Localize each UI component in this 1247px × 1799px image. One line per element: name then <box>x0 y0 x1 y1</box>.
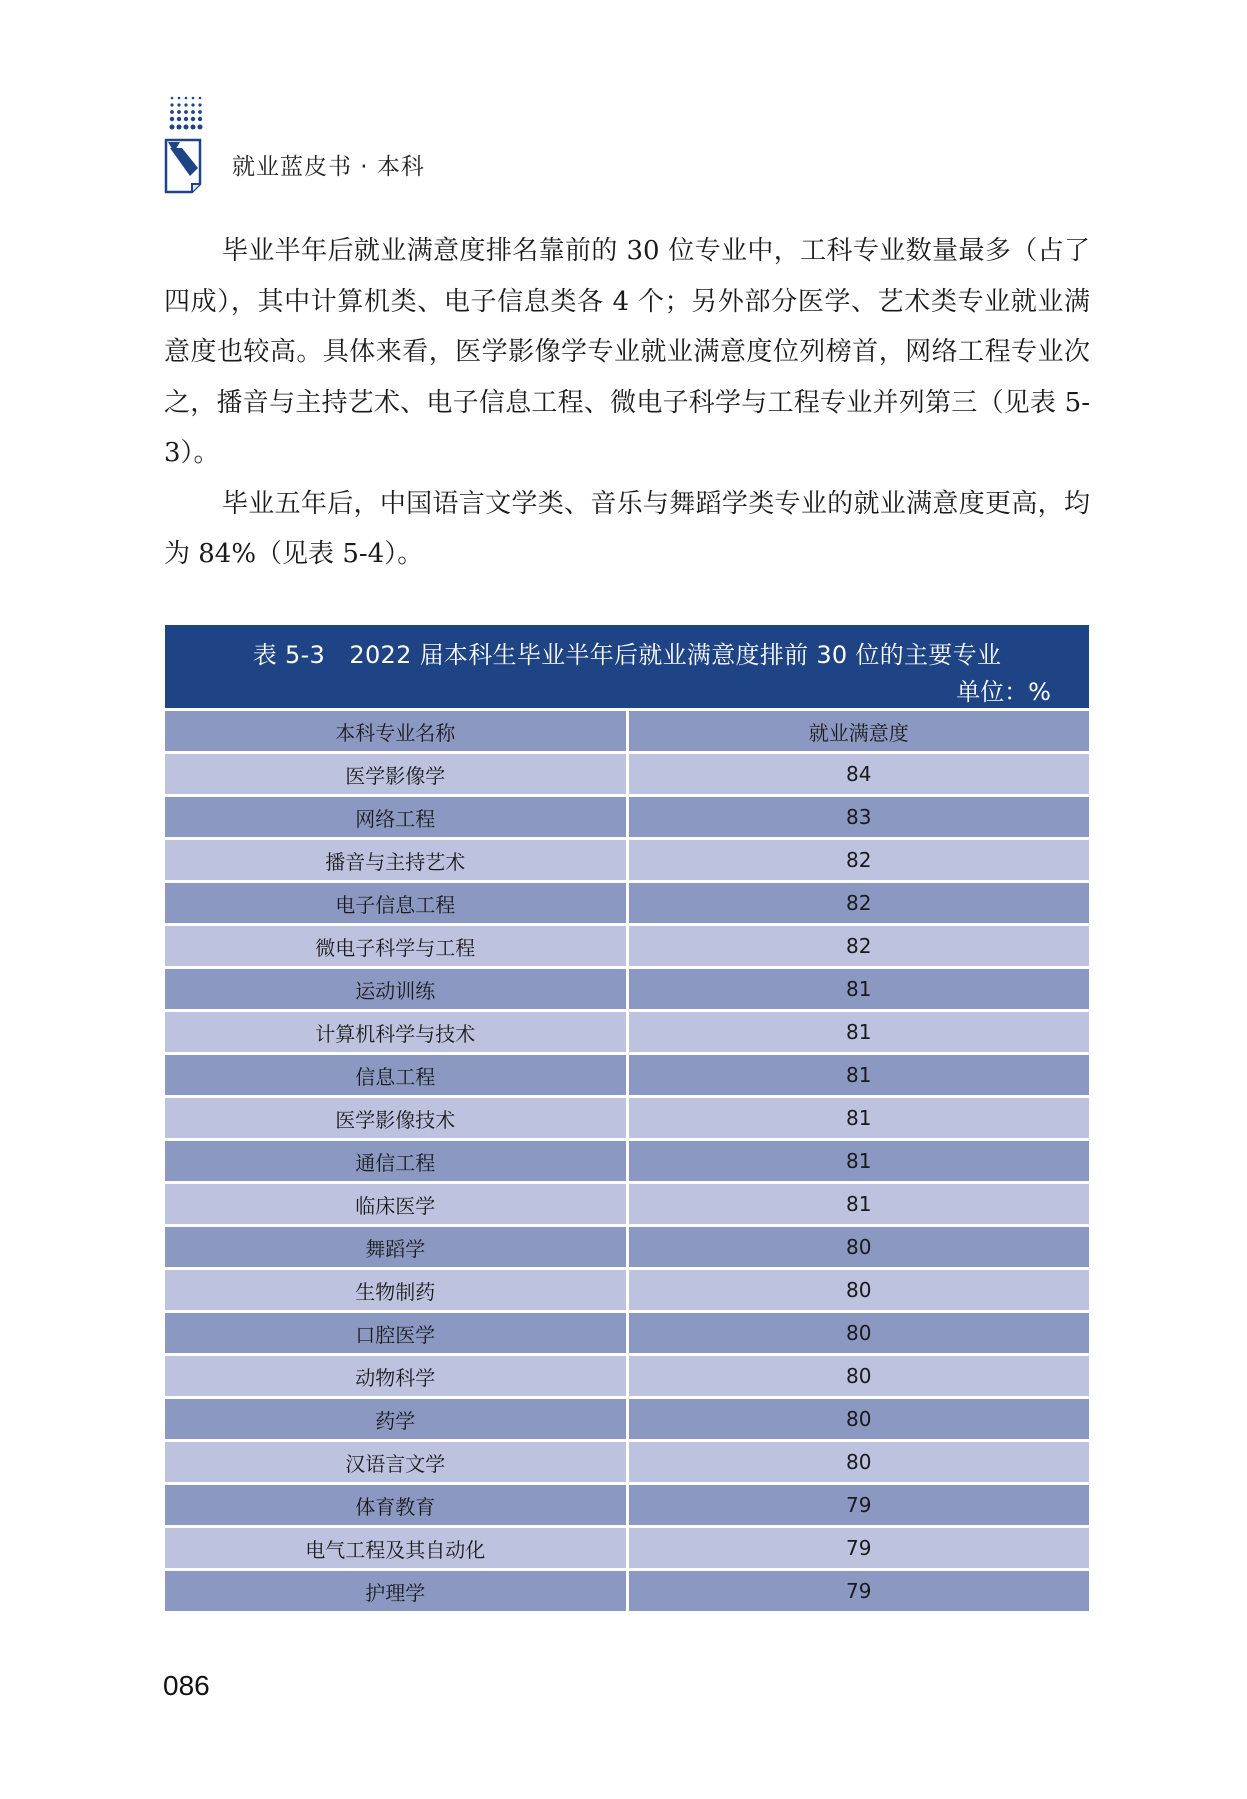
table-row <box>165 1398 1089 1441</box>
satisfaction-table <box>165 625 1089 1611</box>
major-name-cell: 通信工程 <box>165 1140 627 1183</box>
table-row <box>165 1269 1089 1312</box>
major-name-cell: 口腔医学 <box>165 1312 627 1355</box>
satisfaction-value-cell: 81 <box>627 1097 1089 1140</box>
satisfaction-value-cell: 81 <box>627 1183 1089 1226</box>
satisfaction-value-cell: 80 <box>627 1269 1089 1312</box>
table-row <box>165 1312 1089 1355</box>
column-header-major: 本科专业名称 <box>165 710 627 753</box>
paragraph: 毕业五年后，中国语言文学类、音乐与舞蹈学类专业的就业满意度更高，均为 84%（见表 5-4）。 <box>164 488 1090 569</box>
major-name-cell: 生物制药 <box>165 1269 627 1312</box>
dot-grid-icon <box>168 94 208 134</box>
major-name-cell: 医学影像学 <box>165 753 627 796</box>
major-name-cell: 临床医学 <box>165 1183 627 1226</box>
major-name-cell: 信息工程 <box>165 1054 627 1097</box>
table-body <box>165 753 1089 1612</box>
major-name-cell: 护理学 <box>165 1570 627 1612</box>
table-row <box>165 925 1089 968</box>
page-number: 086 <box>163 1670 210 1701</box>
table-row <box>165 1441 1089 1484</box>
table-row <box>165 753 1089 796</box>
table-row <box>165 882 1089 925</box>
satisfaction-value-cell: 80 <box>627 1312 1089 1355</box>
major-name-cell: 电气工程及其自动化 <box>165 1527 627 1570</box>
satisfaction-value-cell: 79 <box>627 1484 1089 1527</box>
major-name-cell: 网络工程 <box>165 796 627 839</box>
satisfaction-value-cell: 82 <box>627 882 1089 925</box>
document-corner-icon <box>164 138 210 194</box>
major-name-cell: 舞蹈学 <box>165 1226 627 1269</box>
satisfaction-value-cell: 80 <box>627 1355 1089 1398</box>
table-row <box>165 1097 1089 1140</box>
table-row <box>165 1183 1089 1226</box>
satisfaction-value-cell: 81 <box>627 1140 1089 1183</box>
satisfaction-value-cell: 79 <box>627 1570 1089 1612</box>
satisfaction-value-cell: 79 <box>627 1527 1089 1570</box>
table-row <box>165 1355 1089 1398</box>
satisfaction-value-cell: 81 <box>627 1054 1089 1097</box>
table-row <box>165 1226 1089 1269</box>
table-row <box>165 796 1089 839</box>
column-header-satisfaction: 就业满意度 <box>627 710 1089 753</box>
major-name-cell: 汉语言文学 <box>165 1441 627 1484</box>
satisfaction-value-cell: 80 <box>627 1226 1089 1269</box>
table-caption <box>165 625 1089 708</box>
major-name-cell: 播音与主持艺术 <box>165 839 627 882</box>
major-name-cell: 药学 <box>165 1398 627 1441</box>
satisfaction-value-cell: 82 <box>627 839 1089 882</box>
table-row <box>165 968 1089 1011</box>
table-title: 表 5-3 2022 届本科生毕业半年后就业满意度排前 30 位的主要专业 <box>252 641 1002 669</box>
table-row <box>165 839 1089 882</box>
table-row <box>165 1570 1089 1612</box>
paragraph: 毕业半年后就业满意度排名靠前的 30 位专业中，工科专业数量最多（占了四成），其中计算机类、电子信息类各 4 个；另外部分医学、艺术类专业就业满意度也较高。具体来看，医学影像学专业就业满意度位列榜首，网络工程专业次之，播音与主持艺术、电子信息工程、微电子科学与工程专业并列第三（见表 5-3）。 <box>164 236 1090 468</box>
major-name-cell: 微电子科学与工程 <box>165 925 627 968</box>
major-name-cell: 电子信息工程 <box>165 882 627 925</box>
running-header <box>164 94 564 204</box>
table-row <box>165 1140 1089 1183</box>
table-unit: 单位：% <box>956 678 1051 706</box>
table-row <box>165 1484 1089 1527</box>
body-text <box>164 226 1090 580</box>
satisfaction-value-cell: 81 <box>627 968 1089 1011</box>
table-header-row <box>165 710 1089 753</box>
major-name-cell: 计算机科学与技术 <box>165 1011 627 1054</box>
data-table <box>165 708 1089 1611</box>
major-name-cell: 体育教育 <box>165 1484 627 1527</box>
major-name-cell: 医学影像技术 <box>165 1097 627 1140</box>
satisfaction-value-cell: 83 <box>627 796 1089 839</box>
table-row <box>165 1527 1089 1570</box>
satisfaction-value-cell: 84 <box>627 753 1089 796</box>
major-name-cell: 运动训练 <box>165 968 627 1011</box>
satisfaction-value-cell: 80 <box>627 1398 1089 1441</box>
satisfaction-value-cell: 80 <box>627 1441 1089 1484</box>
book-title: 就业蓝皮书 · 本科 <box>232 154 425 180</box>
table-row <box>165 1011 1089 1054</box>
major-name-cell: 动物科学 <box>165 1355 627 1398</box>
table-row <box>165 1054 1089 1097</box>
satisfaction-value-cell: 81 <box>627 1011 1089 1054</box>
satisfaction-value-cell: 82 <box>627 925 1089 968</box>
